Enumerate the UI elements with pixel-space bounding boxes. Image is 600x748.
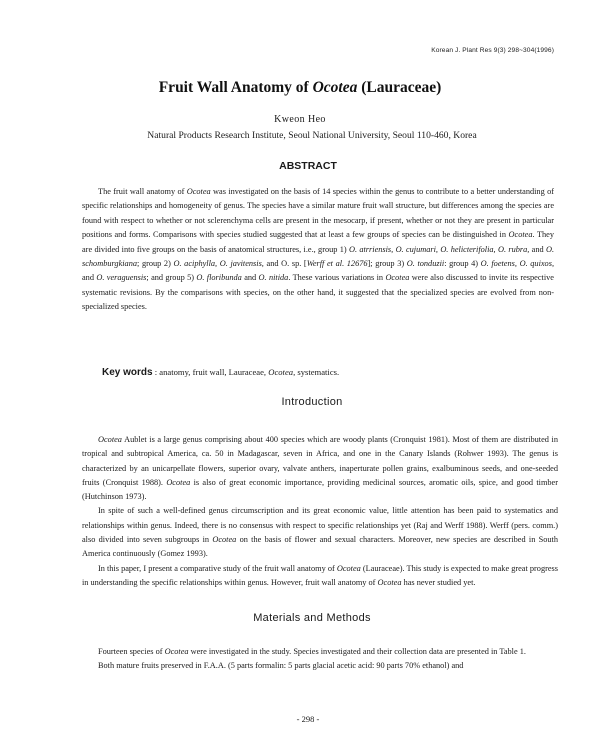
keywords-genus: Ocotea — [268, 367, 294, 377]
body-text: has never studied yet. — [401, 577, 476, 587]
specimen-reference: Werff et al. 12676 — [306, 259, 368, 269]
genus-italic: Ocotea — [166, 477, 191, 487]
genus-italic: Ocotea — [385, 273, 410, 283]
introduction-body — [82, 433, 558, 590]
abstract-body — [82, 185, 554, 315]
body-text: (Lauraceae). This study is expected to make great progress in understanding the specific relationships within genus. However, fruit wall anatomy of — [82, 563, 558, 587]
body-text: is also of great economic importance, providing medicinal sources, aromatic oils, spice, and good timber (Hutchinson 1973). — [82, 477, 558, 502]
title-genus: Ocotea — [312, 79, 358, 96]
intro-paragraph-2 — [82, 504, 558, 561]
genus-italic: Ocotea — [508, 230, 533, 240]
species-name: O. aciphylla, O. javitensis, — [173, 259, 264, 269]
intro-paragraph-3 — [82, 562, 558, 591]
methods-body — [82, 645, 558, 674]
title-suffix: (Lauraceae) — [357, 79, 442, 96]
species-name: O. schomburgkiana — [82, 244, 555, 269]
abstract-text: was investigated on the basis of 14 species within the genus to contribute to a better understanding of specific relationships and homogeneity of genus. The species have a similar mature fruit wall structure, but differences among the species are found with respect to whether or not sclerenchyma cells are present in the mesocarp, if present, whether or not they are present in particular positions and forms. Comparisons with species studied suggested that at least a few groups of species can be distinguished in — [82, 187, 554, 240]
methods-paragraph-1 — [82, 645, 558, 659]
genus-italic: Ocotea — [212, 535, 237, 545]
species-name: O. floribunda — [196, 273, 242, 283]
abstract-text: ; and group 5) — [146, 273, 197, 283]
species-name: O. helicterifolia, — [440, 244, 496, 254]
abstract-text: and O. sp. [ — [263, 259, 307, 269]
keywords-text: , systematics. — [293, 367, 340, 377]
abstract-text: . They are divided into five groups on the basis of anatomical structures, i.e., group 1) — [82, 230, 555, 254]
body-text: Both mature fruits preserved in F.A.A. (5 parts formalin: 5 parts glacial acetic acid: 90 parts 70% ethanol) and — [98, 661, 464, 671]
abstract-text: were also discussed to invite its respective systematic revisions. By the comparisons with species, on the other hand, it suggested that the specialized species are evolved from non-specialized species. — [82, 273, 554, 312]
species-name: O. cujumari, — [395, 244, 438, 254]
keywords-line — [102, 367, 562, 378]
species-name: O. nitida — [258, 273, 289, 283]
abstract-text: and — [244, 273, 257, 283]
genus-italic: Ocotea — [186, 187, 211, 196]
title-prefix: Fruit Wall Anatomy of — [158, 79, 313, 96]
body-text: were investigated in the study. Species investigated and their collection data are presented in Table 1. — [188, 647, 526, 656]
species-name: O. rubra, — [497, 244, 530, 254]
species-name: O. atrriensis, — [348, 244, 394, 254]
abstract-text: and — [531, 244, 544, 254]
body-text: on the basis of flower and sexual characters. Moreover, new species are described in South America continuously (Gomez 1993). — [82, 535, 558, 559]
body-text: Aublet is a large genus comprising about 400 species which are woody plants (Cronquist 1981). Most of them are distributed in tropical and subtropical America, ca. 50 in Madagascar, seven in Africa, and one in the Canary Islands (Rohwer 1993). The genus is characterized by an unicarpellate flowers, superior ovary, valvate anthers, inaperturate pollen grains, exalbuminous seeds, and one-seeded fruits (Cronquist 1988). — [82, 435, 558, 487]
abstract-text: ]; group 3) — [367, 259, 407, 269]
abstract-heading: ABSTRACT — [279, 160, 337, 172]
species-name: O. veraguensis — [96, 273, 147, 283]
page-number: - 298 - — [296, 714, 320, 724]
genus-italic: Ocotea — [98, 435, 122, 444]
methods-paragraph-2 — [82, 659, 558, 673]
abstract-text: The fruit wall anatomy of — [98, 187, 187, 196]
keywords-text: : anatomy, fruit wall, Lauraceae, — [154, 367, 269, 377]
introduction-heading: Introduction — [281, 396, 343, 408]
methods-heading: Materials and Methods — [253, 612, 371, 624]
genus-italic: Ocotea — [164, 647, 189, 656]
body-text: In this paper, I present a comparative study of the fruit wall anatomy of — [98, 563, 337, 573]
abstract-text: ; group 2) — [137, 259, 174, 269]
genus-italic: Ocotea — [336, 563, 361, 573]
keywords-label: Key words — [102, 367, 153, 378]
body-text: In spite of such a well-defined genus circumscription and its great economic value, little attention has been paid to systematics and relationships within genus. Indeed, there is no consensus with respect to specific relationships yet (Raj and Werff 1988). Werff (pers. comm.) also divided into seven subgroups in — [82, 506, 558, 545]
species-name: O. tonduzii — [406, 259, 445, 269]
abstract-text: and — [82, 273, 94, 283]
author-name: Kweon Heo — [274, 114, 326, 125]
paper-title — [0, 79, 600, 97]
intro-paragraph-1 — [82, 433, 558, 504]
author-affiliation: Natural Products Research Institute, Seoul National University, Seoul 110-460, Korea — [147, 130, 477, 141]
abstract-text: . These various variations in — [288, 273, 386, 283]
species-name: O. foetens, O. quixos, — [480, 259, 555, 269]
genus-italic: Ocotea — [377, 577, 402, 587]
abstract-paragraph — [82, 185, 554, 315]
journal-reference: Korean J. Plant Res 9(3) 298~304(1996) — [431, 47, 554, 54]
body-text: Fourteen species of — [98, 647, 165, 656]
abstract-text: : group 4) — [444, 259, 481, 269]
